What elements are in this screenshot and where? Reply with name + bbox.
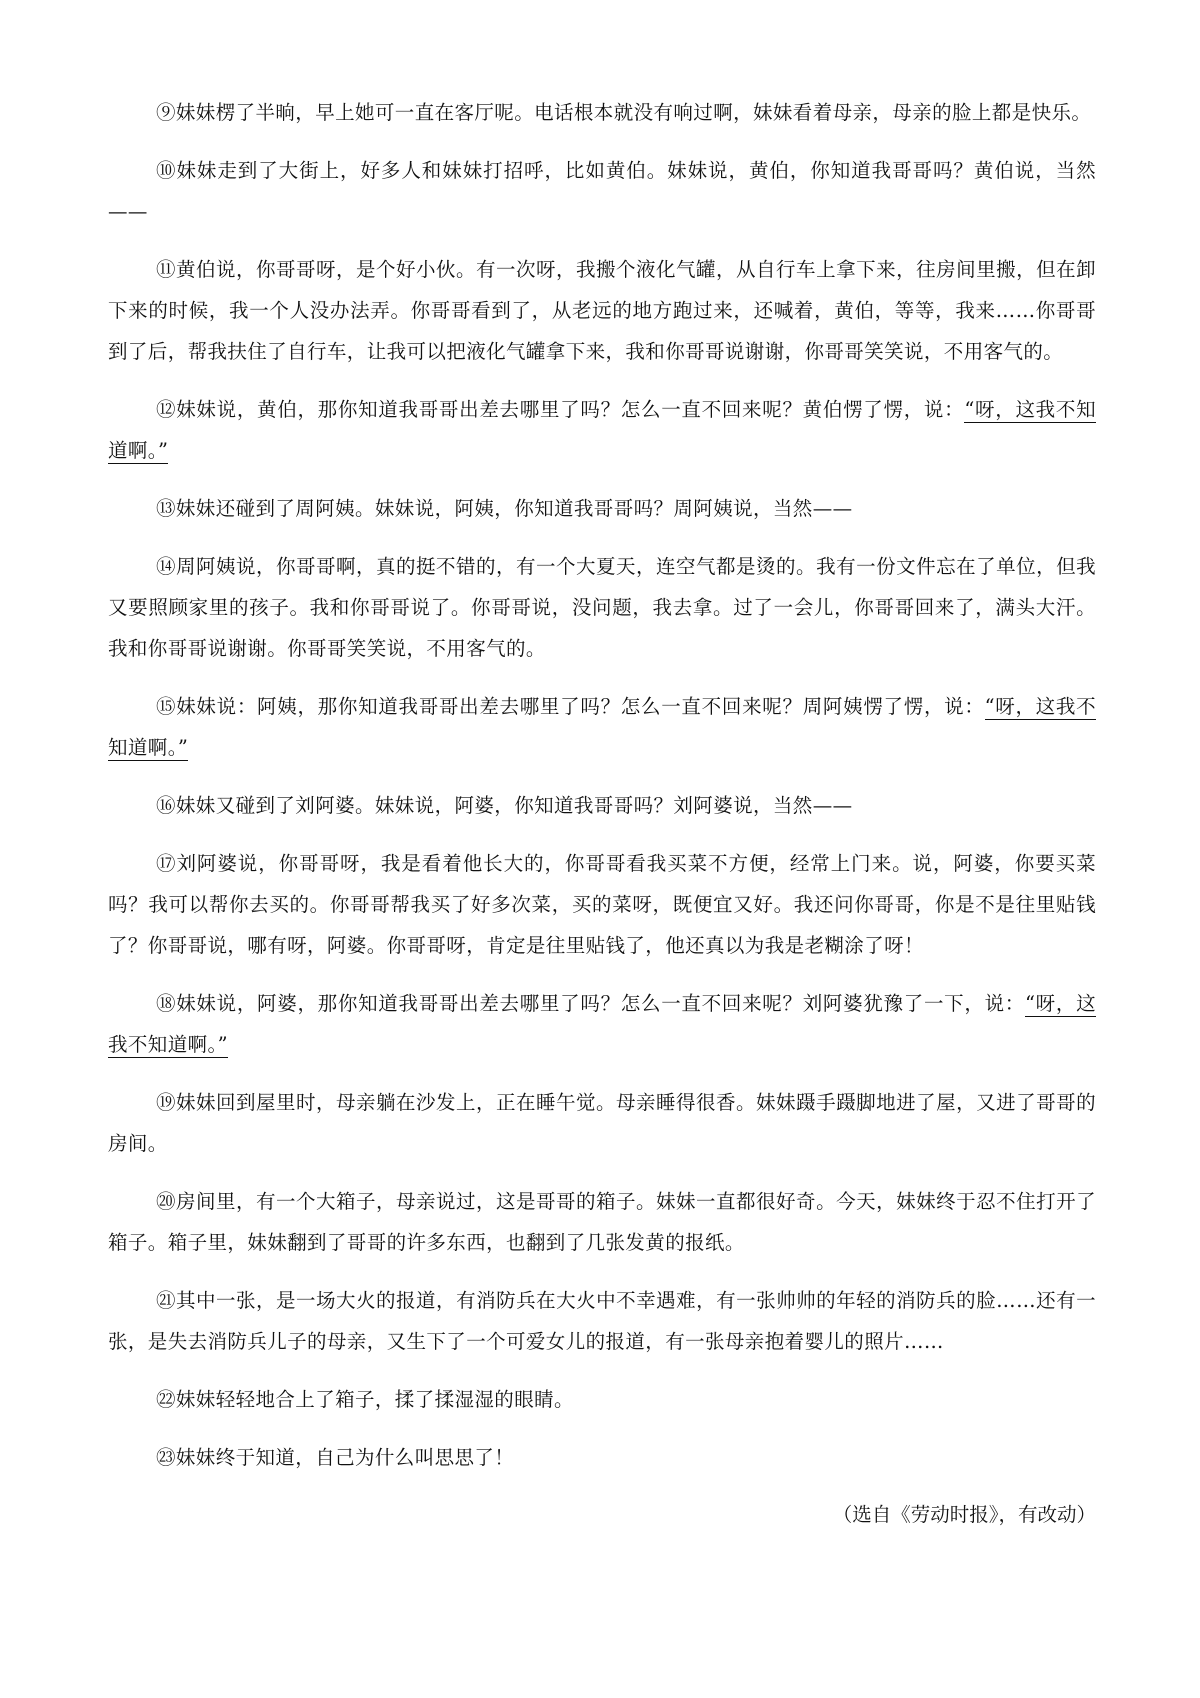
source-note: （选自《劳动时报》，有改动）: [832, 1503, 1096, 1526]
paragraph-text: ⑬妹妹还碰到了周阿姨。妹妹说，阿姨，你知道我哥哥吗？周阿姨说，当然——: [156, 497, 853, 520]
paragraph-p12: [108, 389, 1096, 471]
paragraph-p22: [108, 1379, 1096, 1420]
paragraph-text: ㉒妹妹轻轻地合上了箱子，揉了揉湿湿的眼睛。: [156, 1388, 574, 1411]
paragraph-p19: [108, 1082, 1096, 1164]
paragraph-p20: [108, 1181, 1096, 1263]
paragraph-p10: [108, 150, 1096, 232]
paragraph-text: ㉓妹妹终于知道，自己为什么叫思思了！: [156, 1446, 515, 1469]
paragraph-text: ⑰刘阿婆说，你哥哥呀，我是看着他长大的，你哥哥看我买菜不方便，经常上门来。说，阿婆，你要买菜吗？我可以帮你去买的。你哥哥帮我买了好多次菜，买的菜呀，既便宜又好。我还问你哥哥，你是不是往里贴钱了？你哥哥说，哪有呀，阿婆。你哥哥呀，肯定是往里贴钱了，他还真以为我是老糊涂了呀！: [108, 852, 1096, 957]
underlined-quote: “呀，这我不知道啊。”: [108, 695, 1096, 759]
paragraph-p15: [108, 686, 1096, 768]
paragraph-p13: [108, 488, 1096, 529]
paragraph-p9: [108, 92, 1096, 133]
paragraph-p14: [108, 546, 1096, 669]
paragraph-p17: [108, 843, 1096, 966]
paragraph-text: ⑭周阿姨说，你哥哥啊，真的挺不错的，有一个大夏天，连空气都是烫的。我有一份文件忘在了单位，但我又要照顾家里的孩子。我和你哥哥说了。你哥哥说，没问题，我去拿。过了一会儿，你哥哥回来了，满头大汗。我和你哥哥说谢谢。你哥哥笑笑说，不用客气的。: [108, 555, 1096, 660]
paragraph-text: ⑮妹妹说：阿姨，那你知道我哥哥出差去哪里了吗？怎么一直不回来呢？周阿姨愣了愣，说：: [156, 695, 985, 718]
underlined-quote: “呀，这我不知道啊。”: [108, 398, 1096, 462]
paragraph-p16: [108, 785, 1096, 826]
paragraph-text: ㉑其中一张，是一场大火的报道，有消防兵在大火中不幸遇难，有一张帅帅的年轻的消防兵的脸……还有一张，是失去消防兵儿子的母亲，又生下了一个可爱女儿的报道，有一张母亲抱着婴儿的照片……: [108, 1289, 1096, 1353]
paragraph-p11: [108, 249, 1096, 372]
paragraph-text: ⑱妹妹说，阿婆，那你知道我哥哥出差去哪里了吗？怎么一直不回来呢？刘阿婆犹豫了一下，说：: [156, 992, 1025, 1015]
paragraph-text: ⑳房间里，有一个大箱子，母亲说过，这是哥哥的箱子。妹妹一直都很好奇。今天，妹妹终于忍不住打开了箱子。箱子里，妹妹翻到了哥哥的许多东西，也翻到了几张发黄的报纸。: [108, 1190, 1096, 1254]
paragraph-p21: [108, 1280, 1096, 1362]
paragraph-p23: [108, 1437, 1096, 1478]
paragraph-text: ⑲妹妹回到屋里时，母亲躺在沙发上，正在睡午觉。母亲睡得很香。妹妹蹑手蹑脚地进了屋，又进了哥哥的房间。: [108, 1091, 1096, 1155]
paragraph-p18: [108, 983, 1096, 1065]
paragraph-text: ⑩妹妹走到了大街上，好多人和妹妹打招呼，比如黄伯。妹妹说，黄伯，你知道我哥哥吗？黄伯说，当然——: [108, 159, 1096, 223]
article-body: [108, 92, 1096, 1535]
paragraph-text: ⑫妹妹说，黄伯，那你知道我哥哥出差去哪里了吗？怎么一直不回来呢？黄伯愣了愣，说：: [156, 398, 965, 421]
paragraph-list: [108, 92, 1096, 1478]
underlined-quote: “呀，这我不知道啊。”: [108, 992, 1096, 1056]
paragraph-text: ⑯妹妹又碰到了刘阿婆。妹妹说，阿婆，你知道我哥哥吗？刘阿婆说，当然——: [156, 794, 853, 817]
paragraph-text: ⑨妹妹楞了半晌，早上她可一直在客厅呢。电话根本就没有响过啊，妹妹看着母亲，母亲的脸上都是快乐。: [156, 101, 1092, 124]
paragraph-text: ⑪黄伯说，你哥哥呀，是个好小伙。有一次呀，我搬个液化气罐，从自行车上拿下来，往房间里搬，但在卸下来的时候，我一个人没办法弄。你哥哥看到了，从老远的地方跑过来，还喊着，黄伯，等等，我来……你哥哥到了后，帮我扶住了自行车，让我可以把液化气罐拿下来，我和你哥哥说谢谢，你哥哥笑笑说，不用客气的。: [108, 258, 1096, 363]
